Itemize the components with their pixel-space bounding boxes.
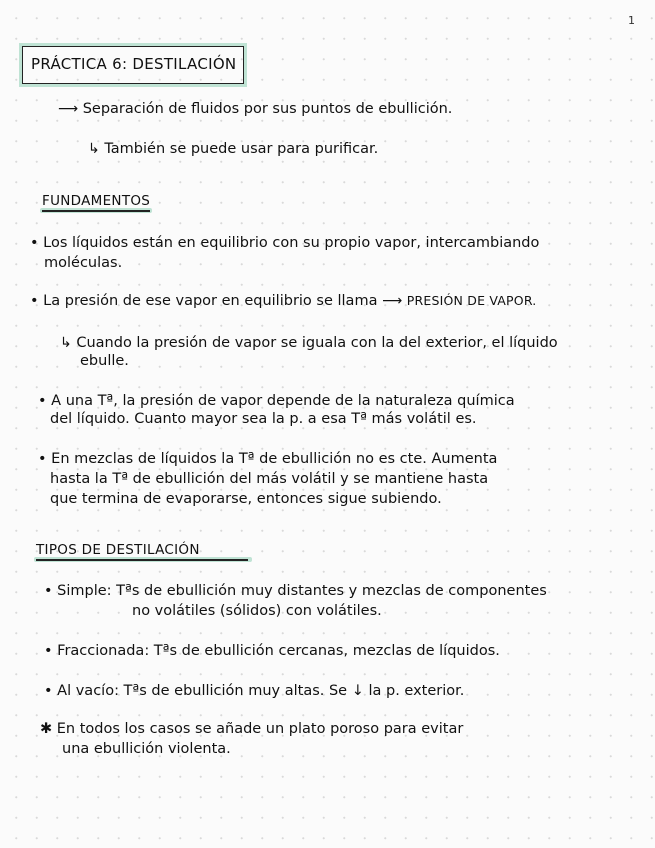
- bullet-icon: •: [30, 293, 39, 309]
- bullet-icon: •: [38, 393, 47, 409]
- bullet-2-line-1: • La presión de ese vapor en equilibrio se llama ⟶ PRESIÓN DE VAPOR.: [30, 293, 537, 309]
- page-number: 1: [628, 14, 635, 27]
- sub-arrow-icon: ↳: [88, 141, 100, 157]
- bullet-icon: •: [44, 683, 53, 699]
- arrow-right-icon: ⟶: [58, 101, 79, 117]
- bullet-4-line-2: hasta la Tª de ebullición del más volátil y se mantiene hasta: [50, 471, 489, 487]
- tipo-vacio: • Al vacío: Tªs de ebullición muy altas. Se ↓ la p. exterior.: [44, 683, 465, 699]
- nota-line-1: ✱ En todos los casos se añade un plato poroso para evitar: [40, 721, 464, 737]
- intro-line-2: ↳ También se puede usar para purificar.: [88, 141, 379, 157]
- bullet-4-line-3: que termina de evaporarse, entonces sigue subiendo.: [50, 491, 442, 507]
- title-box: [22, 46, 244, 84]
- bullet-icon: •: [44, 583, 53, 599]
- nota-line-2: una ebullición violenta.: [62, 741, 231, 757]
- tipo-simple-line-2: no volátiles (sólidos) con volátiles.: [132, 603, 382, 619]
- tipos-underline: [36, 559, 248, 561]
- page-title: PRÁCTICA 6: DESTILACIÓN: [31, 55, 237, 73]
- bullet-icon: •: [38, 451, 47, 467]
- bullet-1-line-1: • Los líquidos están en equilibrio con su propio vapor, intercambiando: [30, 235, 540, 251]
- bullet-1-line-2: moléculas.: [44, 255, 123, 271]
- presion-vapor-tag: PRESIÓN DE VAPOR.: [406, 293, 537, 308]
- asterisk-icon: ✱: [40, 721, 53, 737]
- bullet-4-line-1: • En mezclas de líquidos la Tª de ebullición no es cte. Aumenta: [38, 451, 498, 467]
- bullet-2-sub-line-1: ↳ Cuando la presión de vapor se iguala con la del exterior, el líquido: [60, 335, 558, 351]
- arrow-right-icon: ⟶: [382, 293, 403, 309]
- bullet-2-sub-line-2: ebulle.: [80, 353, 129, 369]
- bullet-3-line-1: • A una Tª, la presión de vapor depende de la naturaleza química: [38, 393, 515, 409]
- fundamentos-heading: FUNDAMENTOS: [42, 193, 151, 209]
- intro-line-1: ⟶ Separación de fluidos por sus puntos de ebullición.: [58, 101, 453, 117]
- tipo-simple-line-1: • Simple: Tªs de ebullición muy distantes y mezclas de componentes: [44, 583, 547, 599]
- tipos-heading: TIPOS DE DESTILACIÓN: [36, 542, 200, 558]
- bullet-3-line-2: del líquido. Cuanto mayor sea la p. a esa Tª más volátil es.: [50, 411, 477, 427]
- sub-arrow-icon: ↳: [60, 335, 72, 351]
- fundamentos-underline: [42, 210, 150, 212]
- bullet-icon: •: [30, 235, 39, 251]
- bullet-icon: •: [44, 643, 53, 659]
- tipo-fraccionada: • Fraccionada: Tªs de ebullición cercanas, mezclas de líquidos.: [44, 643, 500, 659]
